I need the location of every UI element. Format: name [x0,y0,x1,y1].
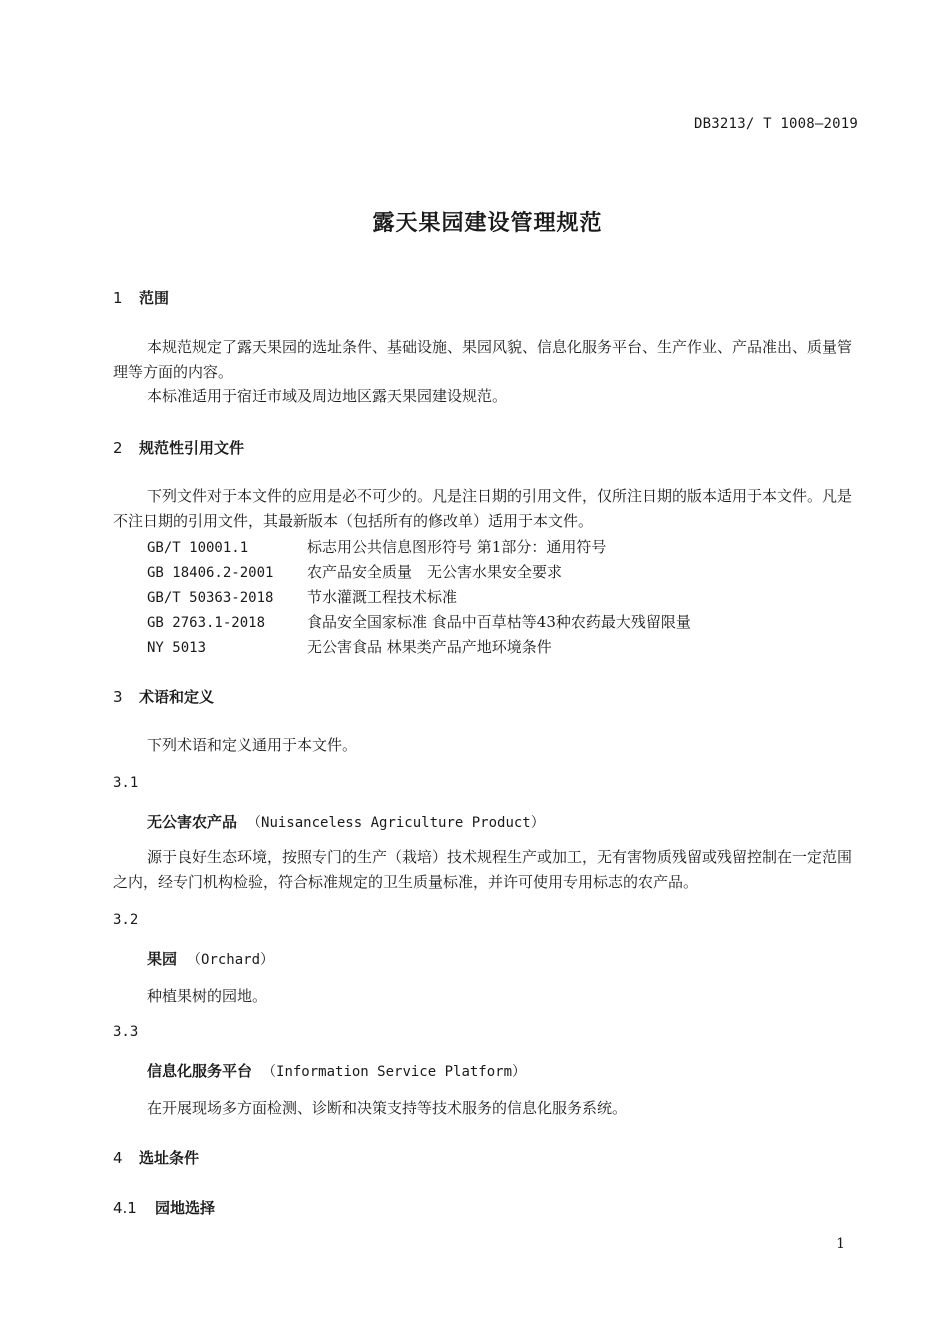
section-number: 3 [113,688,123,706]
reference-item [147,586,457,607]
reference-item [147,611,691,632]
reference-item [147,536,606,557]
reference-name: 无公害食品 林果类产品产地环境条件 [307,638,552,656]
reference-code: GB 18406.2-2001 [147,565,274,581]
reference-code: GB/T 10001.1 [147,540,249,556]
reference-item [147,561,562,582]
term-definition: 源于良好生态环境，按照专门的生产（栽培）技术规程生产或加工，无有害物质残留或残留控制在一定范围之内，经专门机构检验，符合标准规定的卫生质量标准，并许可使用专用标志的农产品。 [113,848,853,891]
subsection-title: 园地选择 [155,1199,216,1217]
reference-code: GB/T 50363-2018 [147,590,274,606]
subsection-4-1-heading [113,1197,215,1218]
section-title: 选址条件 [139,1149,200,1167]
document-title: 露天果园建设管理规范 [372,211,603,236]
term-english: （Nuisanceless Agriculture Product） [247,815,545,831]
term-chinese: 果园 [147,950,178,968]
document-code: DB3213/ T 1008—2019 [694,116,858,132]
term-chinese: 无公害农产品 [147,813,238,831]
term-chinese: 信息化服务平台 [147,1062,253,1080]
section-number: 1 [113,289,123,307]
term-definition: 在开展现场多方面检测、诊断和决策支持等技术服务的信息化服务系统。 [147,1099,628,1117]
section-3-heading [113,686,214,707]
references-intro: 下列文件对于本文件的应用是必不可少的。凡是注日期的引用文件，仅所注日期的版本适用于本文件。凡是不注日期的引用文件，其最新版本（包括所有的修改单）适用于本文件。 [113,487,853,530]
term-english: （Information Service Platform） [262,1064,527,1080]
reference-name: 食品安全国家标准 食品中百草枯等43种农药最大残留限量 [307,613,691,631]
section-number: 4 [113,1149,123,1167]
section-1-heading [113,287,169,308]
scope-paragraph-1: 本规范规定了露天果园的选址条件、基础设施、果园风貌、信息化服务平台、生产作业、产品准出、质量管理等方面的内容。 [113,338,853,381]
section-2-heading [113,437,244,458]
terms-intro: 下列术语和定义通用于本文件。 [147,736,358,754]
term-heading [147,948,274,969]
term-definition: 种植果树的园地。 [147,987,268,1005]
term-number: 3.2 [113,912,139,928]
reference-code: GB 2763.1-2018 [147,615,266,631]
term-number: 3.1 [113,775,139,791]
section-number: 2 [113,439,123,457]
page-number: 1 [836,1236,845,1252]
reference-name: 标志用公共信息图形符号 第1部分：通用符号 [307,538,607,556]
section-title: 规范性引用文件 [139,439,245,457]
subsection-number: 4.1 [113,1199,137,1217]
term-english: （Orchard） [187,952,275,968]
scope-paragraph-2: 本标准适用于宿迁市域及周边地区露天果园建设规范。 [147,387,508,405]
section-title: 术语和定义 [139,688,215,706]
section-title: 范围 [139,289,170,307]
reference-code: NY 5013 [147,640,207,656]
term-heading [147,811,545,832]
reference-name: 节水灌溉工程技术标准 [307,588,458,606]
reference-item [147,636,552,657]
term-number: 3.3 [113,1024,139,1040]
section-4-heading [113,1147,199,1168]
term-heading [147,1060,526,1081]
reference-name: 农产品安全质量 无公害水果安全要求 [307,563,563,581]
